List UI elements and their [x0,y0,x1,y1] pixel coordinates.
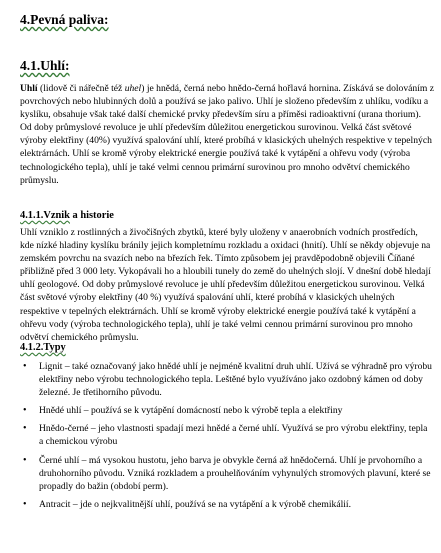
origin-heading-title: a historie [69,210,114,221]
bullet-icon: • [23,405,27,417]
list-item-text: Hnědé uhlí – používá se k vytápění domácností nebo k výrobě tepla a elektřiny [39,405,343,417]
list-item-text: Lignit – také označovaný jako hnědé uhlí je nejméně kvalitní druh uhlí. Užívá se výhradně pro výrobu elektřiny nebo výrobu technologického tepla. Leštěné bylo využíváno jako ozdobný kámen od doby železné. Je třetihorního původu. [39,361,432,399]
origin-heading [20,210,114,221]
bullet-icon: • [23,454,27,466]
list-item [20,360,434,399]
coal-heading: 4.1.Uhlí: [20,58,70,73]
alt-name: uhel [124,83,142,94]
intro-rest: ) je hnědá, černá nebo hnědo-černá hořlavá hornina. Získává se dolováním z povrchových nebo hlubinných dolů a používá se jako palivo. Uhlí je složeno především z uhlíku, vodíku a kyslíku, obsahuje však také další chemické prvky především síru a příměsi radioaktivní (urana thorium). Od doby průmyslové revoluce je uhlí především důležitou energetickou surovinou. Velká část světové výroby elektřiny (40%) využívá spalování uhlí, které probíhá v klasických uhelných respektive v tepelných elektrárnách. Uhlí se kromě výroby elektrické energie používá také k vytápění a ohřevu vody (výroba technologického tepla), uhlí je také velmi cennou primární surovinou pro mnoho odvětví chemického průmyslu. [20,83,434,186]
types-heading [20,342,66,353]
bullet-icon: • [23,361,27,372]
types-heading-text: 4.1.2.Typy [20,342,66,353]
list-item [20,498,434,511]
term-coal: Uhlí [20,83,38,94]
list-item [20,422,434,448]
origin-heading-number: 4.1.1.Vznik [20,210,70,221]
list-item [20,404,434,417]
list-item-text: Hnědo-černé – jeho vlastnosti spadají mezi hnědé a černé uhlí. Využívá se pro výrobu elektřiny, tepla a chemickou výrobu [39,423,428,448]
types-list [20,360,434,516]
main-heading: 4.Pevná paliva: [20,12,109,27]
list-item-text: Černé uhlí – má vysokou hustotu, jeho barva je obvykle černá až hnědočerná. Uhlí je prvohorního a druhohorního původu. Vzniká rozkladem a prouhelňováním vyhynulých stromových plavuní, které se propadly do bažin (období perm). [39,454,431,492]
list-item-text: Antracit – jde o nejkvalitnější uhlí, používá se na vytápění a k výrobě chemikálií. [39,498,351,510]
bullet-icon: • [23,498,27,510]
origin-paragraph: Uhlí vzniklo z rostlinných a živočišných zbytků, které byly uloženy v anaerobních vodních prostředích, kde nízké hladiny kyslíku bránily jejich kompletnímu rozkladu a oxidaci (hnití). Uhlí se někdy objevuje na zemském povrchu na svazích nebo na březích řek. Tímto způsobem jej pravděpodobně objevili Číňané přibližně před 3 000 lety. Vykopávali ho a hloubili tunely do země do uhelných slojí. V dnešní době hledají uhlí geologové. Od doby průmyslové revoluce je uhlí především důležitou energetickou surovinou. Velká část světové výroby elektřiny (40 %) využívá spalování uhlí, které probíhá v klasických uhelných respektive v tepelných elektrárnách. Uhlí se kromě výroby elektrické energie používá také k vytápění a ohřevu vody (výroba technologického tepla), uhlí je také velmi cennou primární surovinou pro mnoho odvětví chemického průmyslu. [20,227,431,343]
intro-paragraph [20,82,434,187]
list-item [20,454,434,493]
intro-lead: (lidově či nářečně též [37,83,125,94]
bullet-icon: • [23,423,27,435]
